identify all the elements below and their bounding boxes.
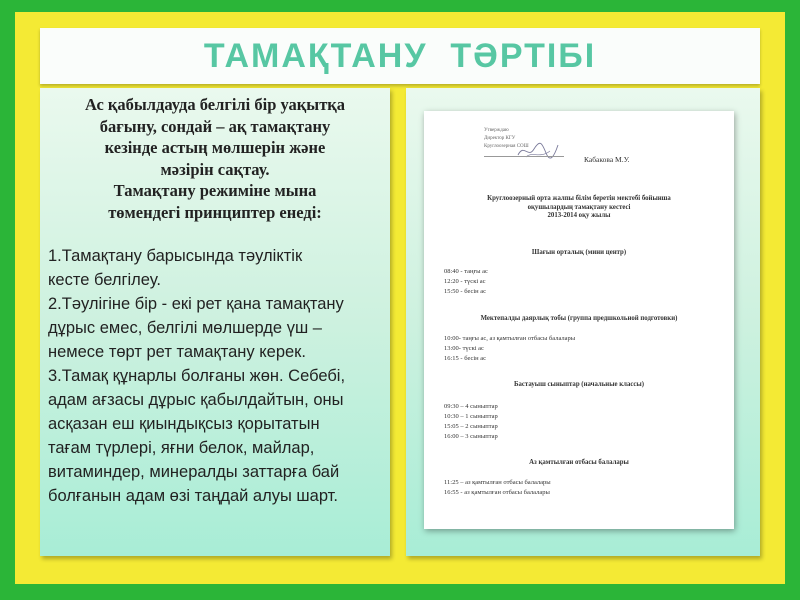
- rule-line: витаминдер, минералды заттарға бай: [48, 463, 340, 481]
- section-items: [444, 402, 498, 442]
- rule-line: 1.Тамақтану барысында тәуліктік: [48, 247, 303, 265]
- rule-line: тағам түрлері, яғни белок, майлар,: [48, 439, 315, 457]
- intro-line: Тамақтану режиміне мына: [113, 181, 317, 200]
- section-title: Бастауыш сыныптар (начальные классы): [514, 381, 644, 388]
- heading-line: оқушылардың тамақтану кестесі: [527, 203, 631, 211]
- rule-line: адам ағзасы дұрыс қабылдайтын, оны: [48, 391, 344, 409]
- document-heading: [424, 195, 734, 221]
- slide-title: ТАМАҚТАНУ ТӘРТІБІ: [203, 36, 597, 75]
- rule-line: кесте белгілеу.: [48, 271, 161, 289]
- rule-line: 3.Тамақ құнарлы болғаны жөн. Себебі,: [48, 367, 346, 385]
- intro-line: Ас қабылдауда белгілі бір уақытқа: [84, 95, 346, 114]
- schedule-item: 08:40 - таңғы ас: [444, 268, 488, 275]
- intro-line: кезінде астың мөлшерін және: [104, 138, 326, 157]
- schedule-item: 15:50 - бесін ас: [444, 288, 487, 295]
- section-title: Аз қамтылған отбасы балалары: [529, 459, 629, 466]
- rule-line: асқазан еш қиындықсыз қорытатын: [48, 415, 320, 433]
- intro-line: бағыну, сондай – ақ тамақтану: [99, 116, 331, 136]
- rules-list: [48, 244, 382, 508]
- schedule-document-image: [424, 111, 734, 529]
- rule-line: дұрыс емес, белгілі мөлшерде үш –: [48, 319, 322, 337]
- section-title: Мектепалды даярлық тобы (группа предшкольной подготовки): [480, 315, 678, 322]
- schedule-item: 16:15 - бесін ас: [444, 355, 487, 362]
- approval-line: Директор КГУ: [484, 136, 516, 141]
- schedule-item: 11:25 – аз қамтылған отбасы балалары: [444, 479, 551, 486]
- signer-name: Кабакова М.У.: [584, 155, 630, 164]
- approval-line: Круглоозерная СОШ: [484, 144, 529, 149]
- schedule-item: 13:00- түскі ас: [444, 345, 484, 352]
- heading-line: 2013-2014 оқу жылы: [547, 212, 611, 219]
- schedule-item: 12:20 - түскі ас: [444, 278, 486, 285]
- signature-icon: [516, 139, 560, 161]
- section-items: [444, 478, 551, 498]
- schedule-item: 10:30 – 1 сыныптар: [444, 413, 498, 420]
- rule-line: немесе төрт рет тамақтану керек.: [48, 343, 306, 361]
- intro-line: мәзірін сақтау.: [160, 159, 270, 179]
- schedule-item: 16:00 – 3 сыныптар: [444, 433, 498, 440]
- schedule-item: 09:30 – 4 сыныптар: [444, 403, 498, 410]
- schedule-item: 15:05 – 2 сыныптар: [444, 423, 498, 430]
- signature-line: [484, 156, 564, 157]
- section-items: [444, 334, 575, 364]
- left-text-panel: [40, 88, 390, 556]
- rule-line: 2.Тәулігіне бір - екі рет қана тамақтану: [48, 295, 344, 313]
- intro-paragraph: [48, 94, 382, 223]
- schedule-item: 16:55 - аз қамтылған отбасы балалары: [444, 489, 550, 496]
- section-title: Шағын орталық (мини центр): [531, 249, 627, 256]
- rule-line: болғанын адам өзі таңдай алуы шарт.: [48, 487, 338, 505]
- approval-line: Утверждаю: [484, 128, 509, 133]
- title-bar: [40, 28, 760, 84]
- heading-line: Круглоозерный орта жалпы білім беретін мектебі бойынша: [487, 195, 671, 202]
- intro-line: төмендегі принциптер енеді:: [108, 202, 322, 222]
- section-items: [444, 267, 488, 297]
- schedule-item: 10:00- таңғы ас, аз қамтылған отбасы балалары: [444, 335, 576, 342]
